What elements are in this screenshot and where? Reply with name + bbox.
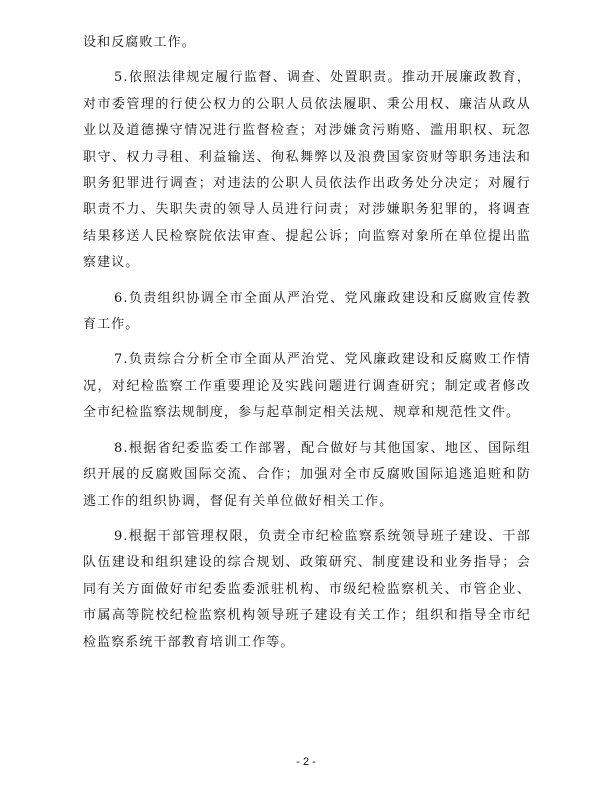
paragraph-continued: 设和反腐败工作。	[83, 35, 196, 50]
paragraph-item-5: 5.依照法律规定履行监督、调查、处置职责。推动开展廉政教育，对市委管理的行使公权力的公职人员依法履职、秉公用权、廉洁从政从业以及道德操守情况进行监督检查；对涉嫌贪污贿赂、滥用职权、玩忽职守、权力寻租、利益输送、徇私舞弊以及浪费国家资财等职务违法和职务犯罪进行调查；对违法的公职人员依法作出政务处分决定；对履行职责不力、失职失责的领导人员进行问责；对涉嫌职务犯罪的，将调查结果移送人民检察院依法审查、提起公诉；向监察对象所在单位提出监察建议。	[83, 70, 531, 271]
paragraph-item-8: 8.根据省纪委监委工作部署，配合做好与其他国家、地区、国际组织开展的反腐败国际交流、合作；加强对全市反腐败国际追逃追赃和防逃工作的组织协调，督促有关单位做好相关工作。	[83, 440, 531, 509]
document-body	[83, 30, 531, 665]
paragraph-item-7: 7.负责综合分析全市全面从严治党、党风廉政建设和反腐败工作情况，对纪检监察工作重要理论及实践问题进行调查研究；制定或者修改全市纪检监察法规制度，参与起草制定相关法规、规章和规范性文件。	[83, 352, 531, 421]
paragraph-item-9: 9.根据干部管理权限，负责全市纪检监察系统领导班子建设、干部队伍建设和组织建设的综合规划、政策研究、制度建设和业务指导；会同有关方面做好市纪委监委派驻机构、市级纪检监察机关、市管企业、市属高等院校纪检监察机构领导班子建设有关工作；组织和指导全市纪检监察系统干部教育培训工作等。	[83, 528, 531, 650]
paragraph-item-6: 6.负责组织协调全市全面从严治党、党风廉政建设和反腐败宣传教育工作。	[83, 290, 531, 333]
page-number: - 2 -	[296, 756, 316, 768]
